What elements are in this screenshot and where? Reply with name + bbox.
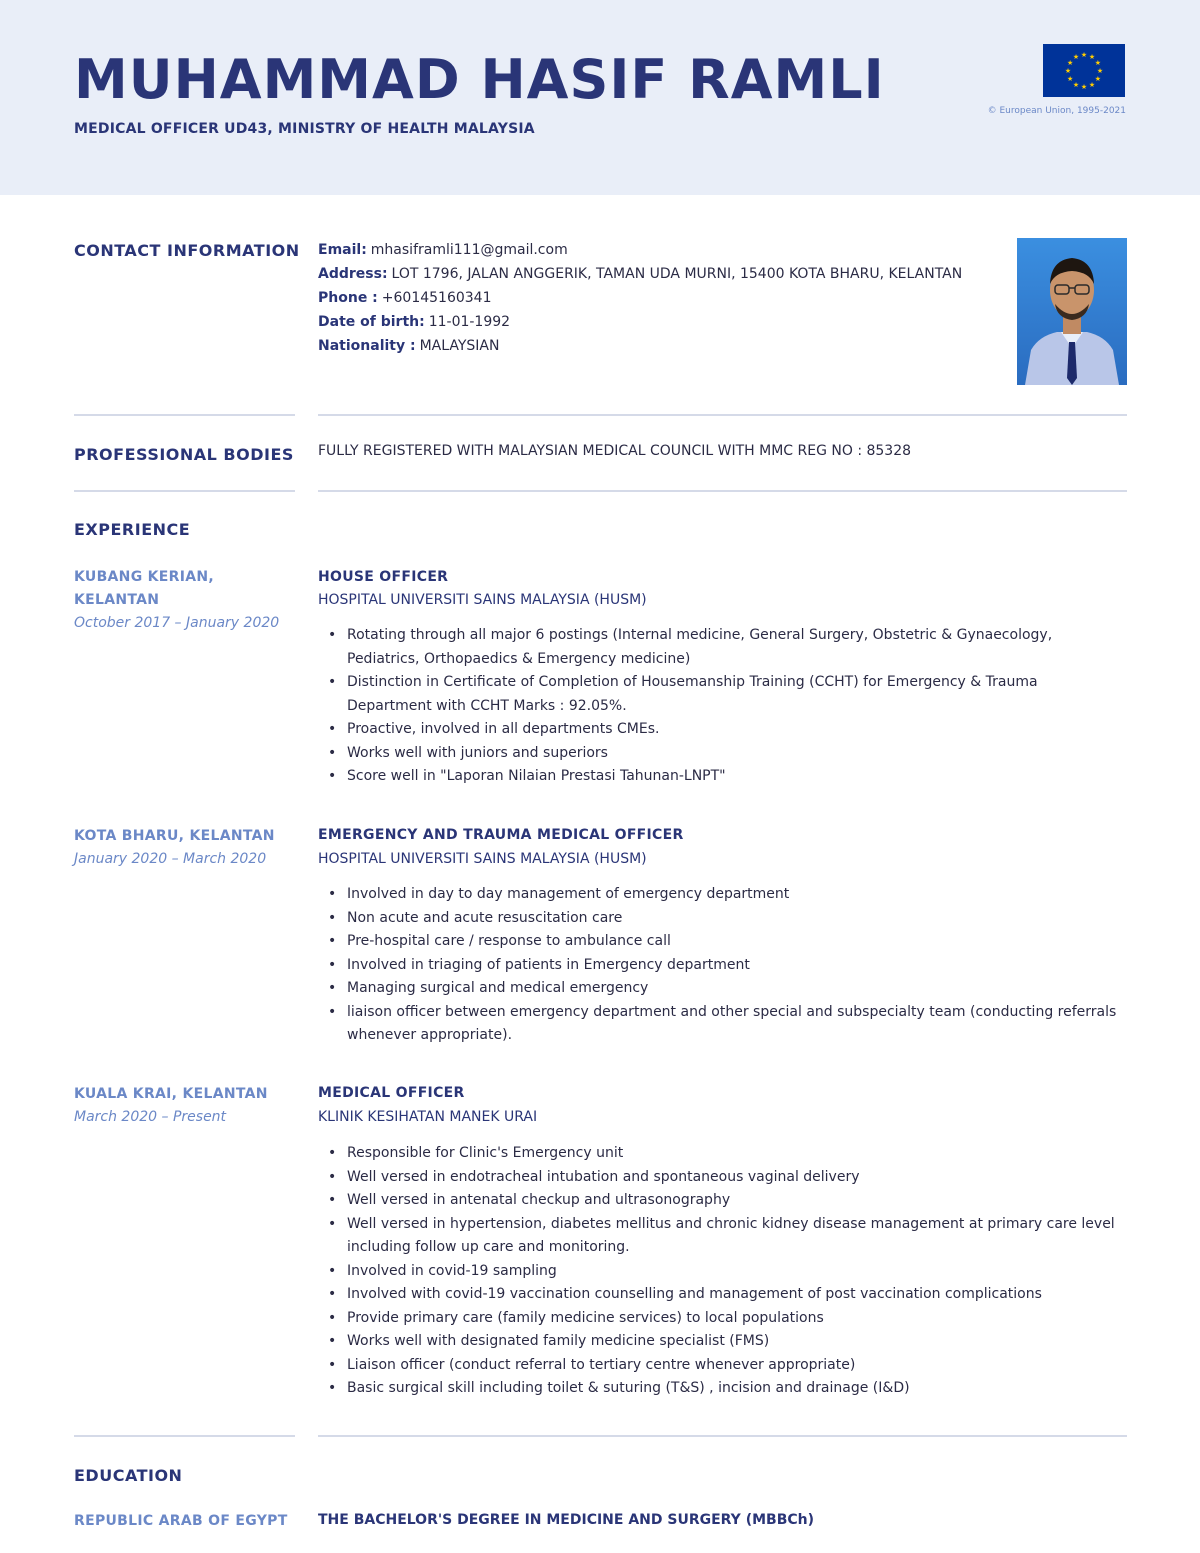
job-organization: HOSPITAL UNIVERSITI SAINS MALAYSIA (HUSM)	[318, 851, 647, 867]
dob-label: Date of birth:	[318, 314, 425, 330]
job-dates: March 2020 – Present	[74, 1109, 227, 1125]
list-item: • Managing surgical and medical emergency	[328, 977, 1118, 1001]
eu-star-icon: ★	[1094, 59, 1101, 67]
eu-star-icon: ★	[1088, 53, 1096, 62]
list-item: • Involved in triaging of patients in Emergency department	[328, 954, 1118, 978]
job-location: KOTA BHARU, KELANTAN	[74, 828, 275, 844]
divider-right	[318, 414, 1127, 416]
email-value: mhasiframli111@gmail.com	[370, 242, 568, 258]
job-organization: HOSPITAL UNIVERSITI SAINS MALAYSIA (HUSM)	[318, 592, 647, 608]
address-label: Address:	[318, 266, 388, 282]
divider-left	[74, 490, 295, 492]
eu-star-icon: ★	[1096, 67, 1104, 75]
list-item: • Works well with juniors and superiors	[328, 742, 1118, 766]
contact-address-row	[318, 262, 998, 286]
nationality-label: Nationality :	[318, 338, 416, 354]
education-section-label: EDUCATION	[74, 1466, 183, 1485]
list-item: • Well versed in endotracheal intubation and spontaneous vaginal delivery	[328, 1166, 1118, 1190]
eu-star-icon: ★	[1072, 80, 1080, 89]
divider-right	[318, 490, 1127, 492]
experience-section-label: EXPERIENCE	[74, 520, 191, 539]
list-item: • Basic surgical skill including toilet & suturing (T&S) , incision and drainage (I&D)	[328, 1377, 1118, 1401]
list-item: • Distinction in Certificate of Completion of Housemanship Training (CCHT) for Emergency & Trauma Department with CCHT Marks : 92.05%.	[328, 671, 1118, 718]
eu-copyright: © European Union, 1995-2021	[987, 106, 1126, 116]
list-item: • Involved with covid-19 vaccination counselling and management of post vaccination complications	[328, 1283, 1118, 1307]
divider-left	[74, 1435, 295, 1437]
job-location: KUBANG KERIAN, KELANTAN	[74, 569, 215, 608]
job-organization: KLINIK KESIHATAN MANEK URAI	[318, 1109, 538, 1125]
list-item: • Well versed in antenatal checkup and ultrasonography	[328, 1189, 1118, 1213]
list-item: • Score well in "Laporan Nilaian Prestasi Tahunan-LNPT"	[328, 765, 1118, 789]
list-item: • Proactive, involved in all departments CMEs.	[328, 718, 1118, 742]
list-item: • Liaison officer (conduct referral to tertiary centre whenever appropriate)	[328, 1354, 1118, 1378]
job-title: EMERGENCY AND TRAUMA MEDICAL OFFICER	[318, 827, 684, 843]
list-item: • Well versed in hypertension, diabetes mellitus and chronic kidney disease management at primary care level including follow up care and monitoring.	[328, 1213, 1118, 1260]
list-item: • Pre-hospital care / response to ambulance call	[328, 930, 1118, 954]
contact-section-label: CONTACT INFORMATION	[74, 241, 300, 260]
list-item: • Non acute and acute resuscitation care	[328, 907, 1118, 931]
nationality-value: MALAYSIAN	[419, 338, 500, 354]
professional-bodies-text: FULLY REGISTERED WITH MALAYSIAN MEDICAL COUNCIL WITH MMC REG NO : 85328	[318, 443, 912, 459]
job-dates: January 2020 – March 2020	[74, 851, 267, 867]
header-banner	[0, 0, 1200, 195]
list-item: • Rotating through all major 6 postings (Internal medicine, General Surgery, Obstetric & Gynaecology, Pediatrics, Orthopaedics & Emergency medicine)	[328, 624, 1118, 671]
eu-star-icon: ★	[1064, 67, 1072, 75]
job-duties-list	[328, 883, 1118, 1048]
eu-star-icon: ★	[1080, 51, 1088, 59]
phone-value: +60145160341	[381, 290, 492, 306]
contact-dob-row	[318, 310, 998, 334]
candidate-subtitle: MEDICAL OFFICER UD43, MINISTRY OF HEALTH MALAYSIA	[74, 121, 535, 137]
divider-right	[318, 1435, 1127, 1437]
professional-bodies-label: PROFESSIONAL BODIES	[74, 445, 294, 464]
job-location: KUALA KRAI, KELANTAN	[74, 1086, 268, 1102]
candidate-name: MUHAMMAD HASIF RAMLI	[74, 48, 885, 111]
list-item: • Involved in day to day management of emergency department	[328, 883, 1118, 907]
education-degree: THE BACHELOR'S DEGREE IN MEDICINE AND SURGERY (MBBCh)	[318, 1512, 815, 1528]
list-item: • Responsible for Clinic's Emergency unit	[328, 1142, 1118, 1166]
job-title: MEDICAL OFFICER	[318, 1085, 465, 1101]
list-item: • liaison officer between emergency department and other special and subspecialty team (conducting referrals whenever appropriate).	[328, 1001, 1118, 1048]
job-dates: October 2017 – January 2020	[74, 615, 280, 631]
address-value: LOT 1796, JALAN ANGGERIK, TAMAN UDA MURNI, 15400 KOTA BHARU, KELANTAN	[391, 266, 963, 282]
divider-left	[74, 414, 295, 416]
job-duties-list	[328, 1142, 1118, 1401]
eu-star-icon: ★	[1088, 80, 1096, 89]
list-item: • Provide primary care (family medicine services) to local populations	[328, 1307, 1118, 1331]
eu-star-icon: ★	[1067, 59, 1074, 67]
profile-photo	[1017, 238, 1127, 385]
eu-star-icon: ★	[1072, 53, 1080, 62]
phone-label: Phone :	[318, 290, 378, 306]
contact-phone-row	[318, 286, 998, 310]
eu-star-icon: ★	[1067, 75, 1074, 83]
eu-star-icon: ★	[1080, 83, 1088, 91]
contact-nationality-row	[318, 334, 998, 358]
email-label: Email:	[318, 242, 367, 258]
list-item: • Involved in covid-19 sampling	[328, 1260, 1118, 1284]
job-title: HOUSE OFFICER	[318, 569, 449, 585]
education-location: REPUBLIC ARAB OF EGYPT	[74, 1513, 288, 1529]
eu-star-icon: ★	[1094, 75, 1101, 83]
contact-details	[318, 238, 998, 358]
job-duties-list	[328, 624, 1118, 789]
contact-email-row	[318, 238, 998, 262]
dob-value: 11-01-1992	[428, 314, 511, 330]
eu-flag-icon	[1043, 44, 1125, 97]
list-item: • Works well with designated family medicine specialist (FMS)	[328, 1330, 1118, 1354]
